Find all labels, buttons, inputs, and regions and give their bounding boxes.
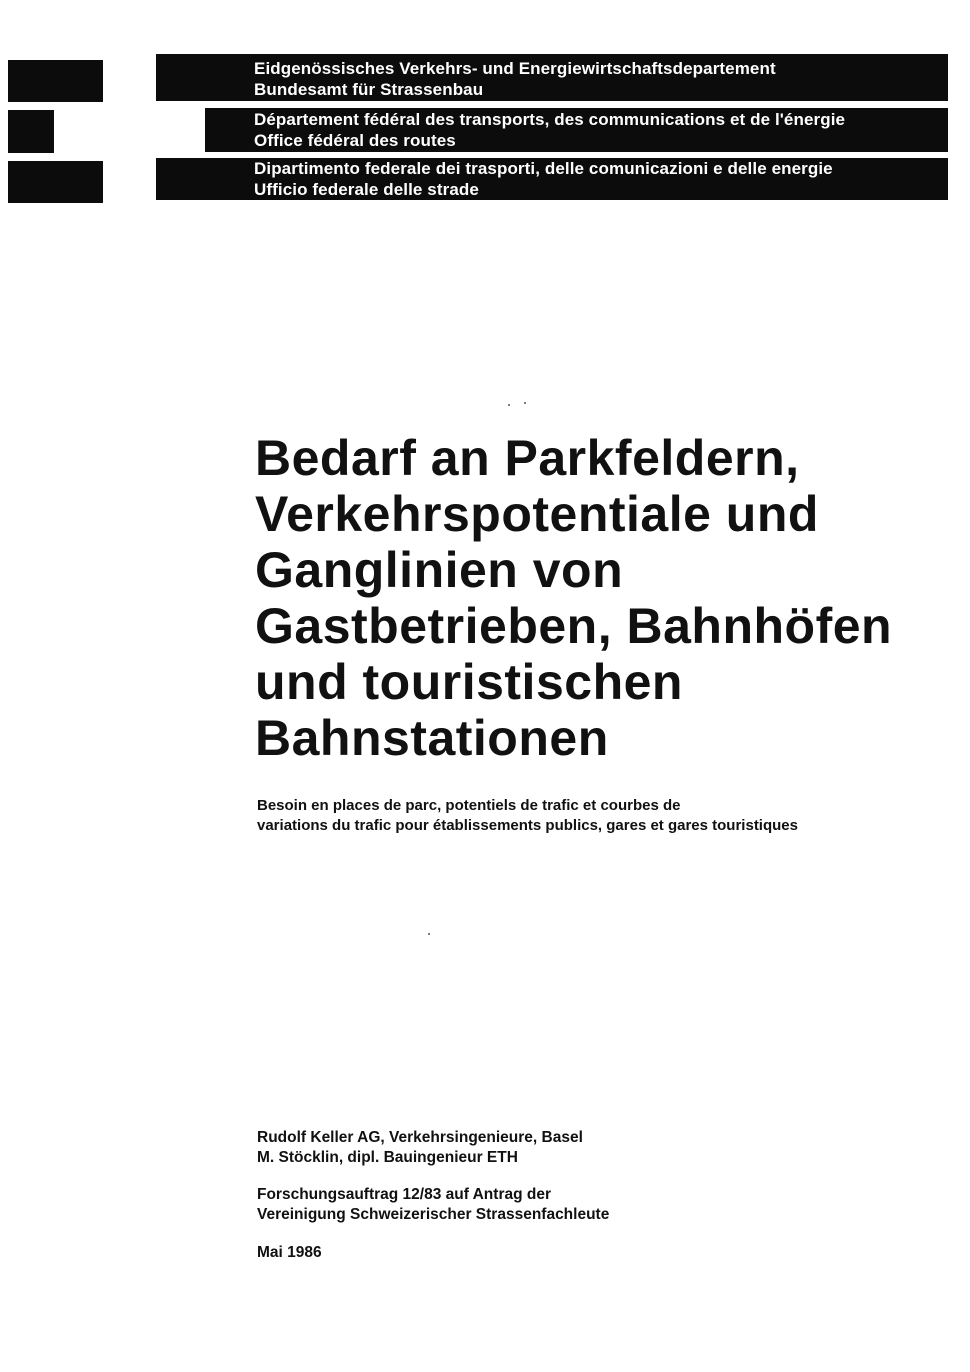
- header-department-german: Eidgenössisches Verkehrs- und Energiewirtschaftsdepartement: [254, 59, 776, 78]
- document-subtitle: [257, 796, 798, 836]
- scan-speck: [508, 404, 510, 406]
- contract-line: Vereinigung Schweizerischer Strassenfachleute: [257, 1206, 610, 1223]
- contract-block: [257, 1185, 609, 1225]
- contract-line: Forschungsauftrag 12/83 auf Antrag der: [257, 1186, 551, 1203]
- subtitle-line: Besoin en places de parc, potentiels de trafic et courbes de: [257, 797, 681, 814]
- header-department-french: Département fédéral des transports, des communications et de l'énergie: [254, 110, 846, 129]
- header-bar-italian: [156, 158, 948, 200]
- title-line: Gastbetrieben, Bahnhöfen: [255, 598, 893, 654]
- subtitle-line: variations du trafic pour établissements publics, gares et gares touristiques: [257, 817, 798, 834]
- header-office-german: Bundesamt für Strassenbau: [254, 80, 484, 99]
- title-line: Bedarf an Parkfeldern,: [255, 430, 800, 486]
- title-line: Bahnstationen: [255, 710, 609, 766]
- header-bar-french: [205, 108, 948, 152]
- emblem-block-middle: [8, 110, 54, 153]
- scan-speck: [524, 402, 526, 404]
- author-line: M. Stöcklin, dipl. Bauingenieur ETH: [257, 1149, 518, 1166]
- title-line: Verkehrspotentiale und: [255, 486, 819, 542]
- emblem-block-bottom: [8, 161, 103, 203]
- header-office-italian: Ufficio federale delle strade: [254, 180, 479, 199]
- date-line: Mai 1986: [257, 1244, 322, 1261]
- scan-speck: [428, 933, 430, 935]
- title-line: und touristischen: [255, 654, 683, 710]
- header-office-french: Office fédéral des routes: [254, 131, 456, 150]
- emblem-block-top: [8, 60, 103, 102]
- header-department-italian: Dipartimento federale dei trasporti, delle comunicazioni e delle energie: [254, 159, 833, 178]
- title-line: Ganglinien von: [255, 542, 624, 598]
- authors-block: [257, 1128, 583, 1168]
- document-title: [255, 430, 892, 766]
- header-bar-german: [156, 54, 948, 101]
- author-line: Rudolf Keller AG, Verkehrsingenieure, Basel: [257, 1129, 583, 1146]
- publication-date: [257, 1243, 322, 1263]
